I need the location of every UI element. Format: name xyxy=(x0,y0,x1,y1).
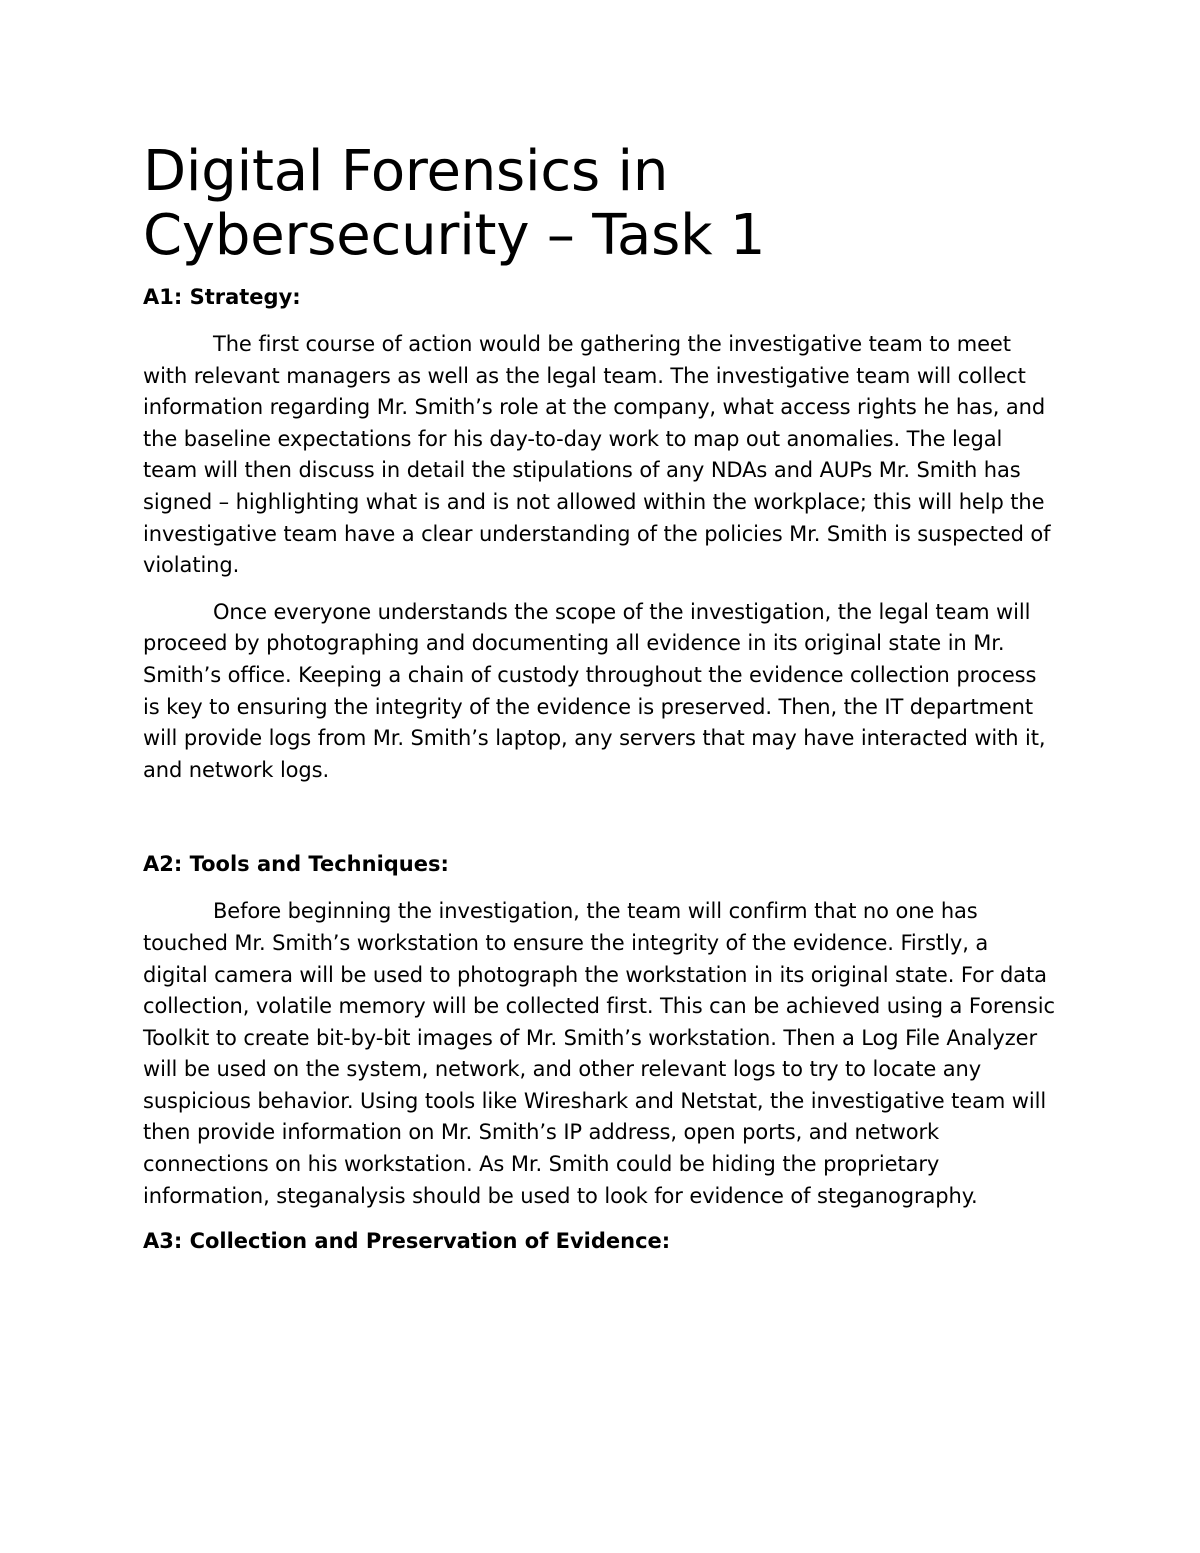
document-body xyxy=(143,140,1058,1256)
section-heading-strategy: A1: Strategy: xyxy=(143,285,301,309)
strategy-paragraph-2: Once everyone understands the scope of the investigation, the legal team will proceed by photographing and documenting all evidence in its original state in Mr. Smith’s office. Keeping a chain of custody throughout the evidence collection process is key to ensuring the integrity of the evidence is preserved. Then, the IT department will provide logs from Mr. Smith’s laptop, any servers that may have interacted with it, and network logs. xyxy=(143,599,1046,782)
strategy-paragraph-1: The first course of action would be gathering the investigative team to meet with relevant managers as well as the legal team. The investigative team will collect information regarding Mr. Smith’s role at the company, what access rights he has, and the baseline expectations for his day-to-day work to map out anomalies. The legal team will then discuss in detail the stipulations of any NDAs and AUPs Mr. Smith has signed – highlighting what is and is not allowed within the workplace; this will help the investigative team have a clear understanding of the policies Mr. Smith is suspected of violating. xyxy=(143,332,1051,578)
document-title: Digital Forensics in Cybersecurity – Task 1 xyxy=(143,139,766,268)
tools-paragraph-1: Before beginning the investigation, the team will confirm that no one has touched Mr. Smith’s workstation to ensure the integrity of the evidence. Firstly, a digital camera will be used to photograph the workstation in its original state. For data collection, volatile memory will be collected first. This can be achieved using a Forensic Toolkit to create bit-by-bit images of Mr. Smith’s workstation. Then a Log File Analyzer will be used on the system, network, and other relevant logs to try to locate any suspicious behavior. Using tools like Wireshark and Netstat, the investigative team will then provide information on Mr. Smith’s IP address, open ports, and network connections on his workstation. As Mr. Smith could be hiding the proprietary information, steganalysis should be used to look for evidence of steganography. xyxy=(143,899,1055,1208)
section-heading-tools-and-techniques: A2: Tools and Techniques: xyxy=(143,852,449,877)
section-heading-collection-and-preservation: A3: Collection and Preservation of Evidence: xyxy=(143,1229,671,1254)
